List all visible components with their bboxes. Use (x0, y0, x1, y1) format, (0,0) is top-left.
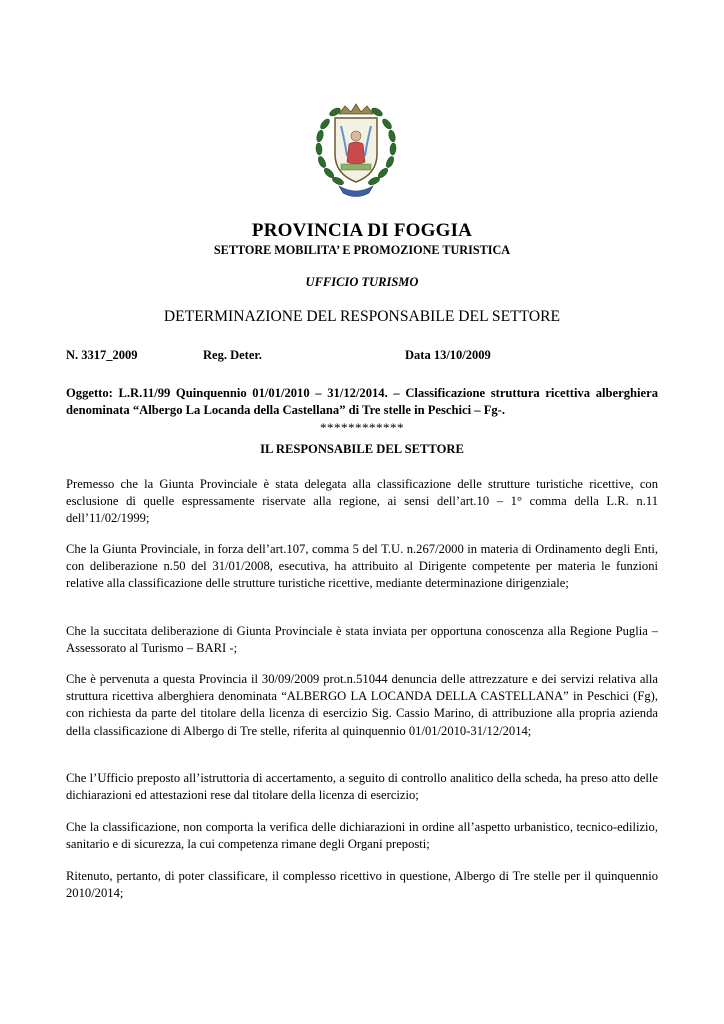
register-label: Reg. Deter. (203, 348, 262, 362)
document-number: N. 3317_2009 (66, 348, 138, 362)
office-name: UFFICIO TURISMO (305, 275, 419, 289)
department-subtitle: SETTORE MOBILITA’ E PROMOZIONE TURISTICA (213, 243, 511, 257)
paragraph-giunta: Che la Giunta Provinciale, in forza dell’art.107, comma 5 del T.U. n.267/2000 in materia di Ordinamento degli Enti, con deliberazione n.50 del 31/01/2008, esecutiva, ha attribuito al Dirigente competente per materia le funzioni relative alla classificazione delle strutture turistiche ricettive, mediante determinazione dirigenziale; (66, 542, 658, 591)
document-date: Data 13/10/2009 (405, 348, 491, 362)
paragraph-premesso: Premesso che la Giunta Provinciale è stata delegata alla classificazione delle strutture turistiche ricettive, con esclusione di quelle espressamente riservate alla regione, ai sensi dell’art.10 – 1° comma della L.R. n.11 dell’11/02/1999; (66, 477, 658, 526)
paragraph-ufficio: Che l’Ufficio preposto all’istruttoria di accertamento, a seguito di controllo analitico della scheda, ha preso atto delle dichiarazioni ed attestazioni rese dal titolare della licenza di esercizio; (66, 771, 658, 803)
paragraph-ritenuto: Ritenuto, pertanto, di poter classificare, il complesso ricettivo in questione, Albergo di Tre stelle per il quinquennio 2010/2014; (66, 869, 658, 901)
subject-line: Oggetto: L.R.11/99 Quinquennio 01/01/2010 – 31/12/2014. – Classificazione struttura ricettiva alberghiera denominata “Albergo La Locanda della Castellana” di Tre stelle in Peschici – Fg-. (66, 386, 658, 417)
separator-stars: ************ (320, 420, 404, 435)
section-heading: IL RESPONSABILE DEL SETTORE (260, 442, 464, 456)
paragraph-classificazione: Che la classificazione, non comporta la verifica delle dichiarazioni in ordine all’aspetto urbanistico, tecnico-edilizio, sanitario e di sicurezza, la cui competenza rimane degli Organi preposti; (66, 820, 658, 852)
paragraph-denuncia: Che è pervenuta a questa Provincia il 30/09/2009 prot.n.51044 denuncia delle attrezzature e dei servizi relativa alla struttura ricettiva alberghiera denominata “ALBERGO LA LOCANDA DELLA CASTELLANA” in Peschici (Fg), con richiesta da parte del titolare della licenza di esercizio Sig. Cassio Marino, di attribuzione alla propria azienda della classificazione di Albergo di Tre stelle, riferita al quinquennio 01/01/2010-31/12/2014; (66, 672, 658, 738)
provincia-di-foggia-coat-of-arms-icon (311, 96, 401, 200)
page-title: PROVINCIA DI FOGGIA (251, 220, 473, 241)
determination-title: DETERMINAZIONE DEL RESPONSABILE DEL SETTORE (163, 308, 561, 325)
paragraph-deliberazione: Che la succitata deliberazione di Giunta Provinciale è stata inviata per opportuna conoscenza alla Regione Puglia – Assessorato al Turismo – BARI -; (66, 624, 658, 656)
